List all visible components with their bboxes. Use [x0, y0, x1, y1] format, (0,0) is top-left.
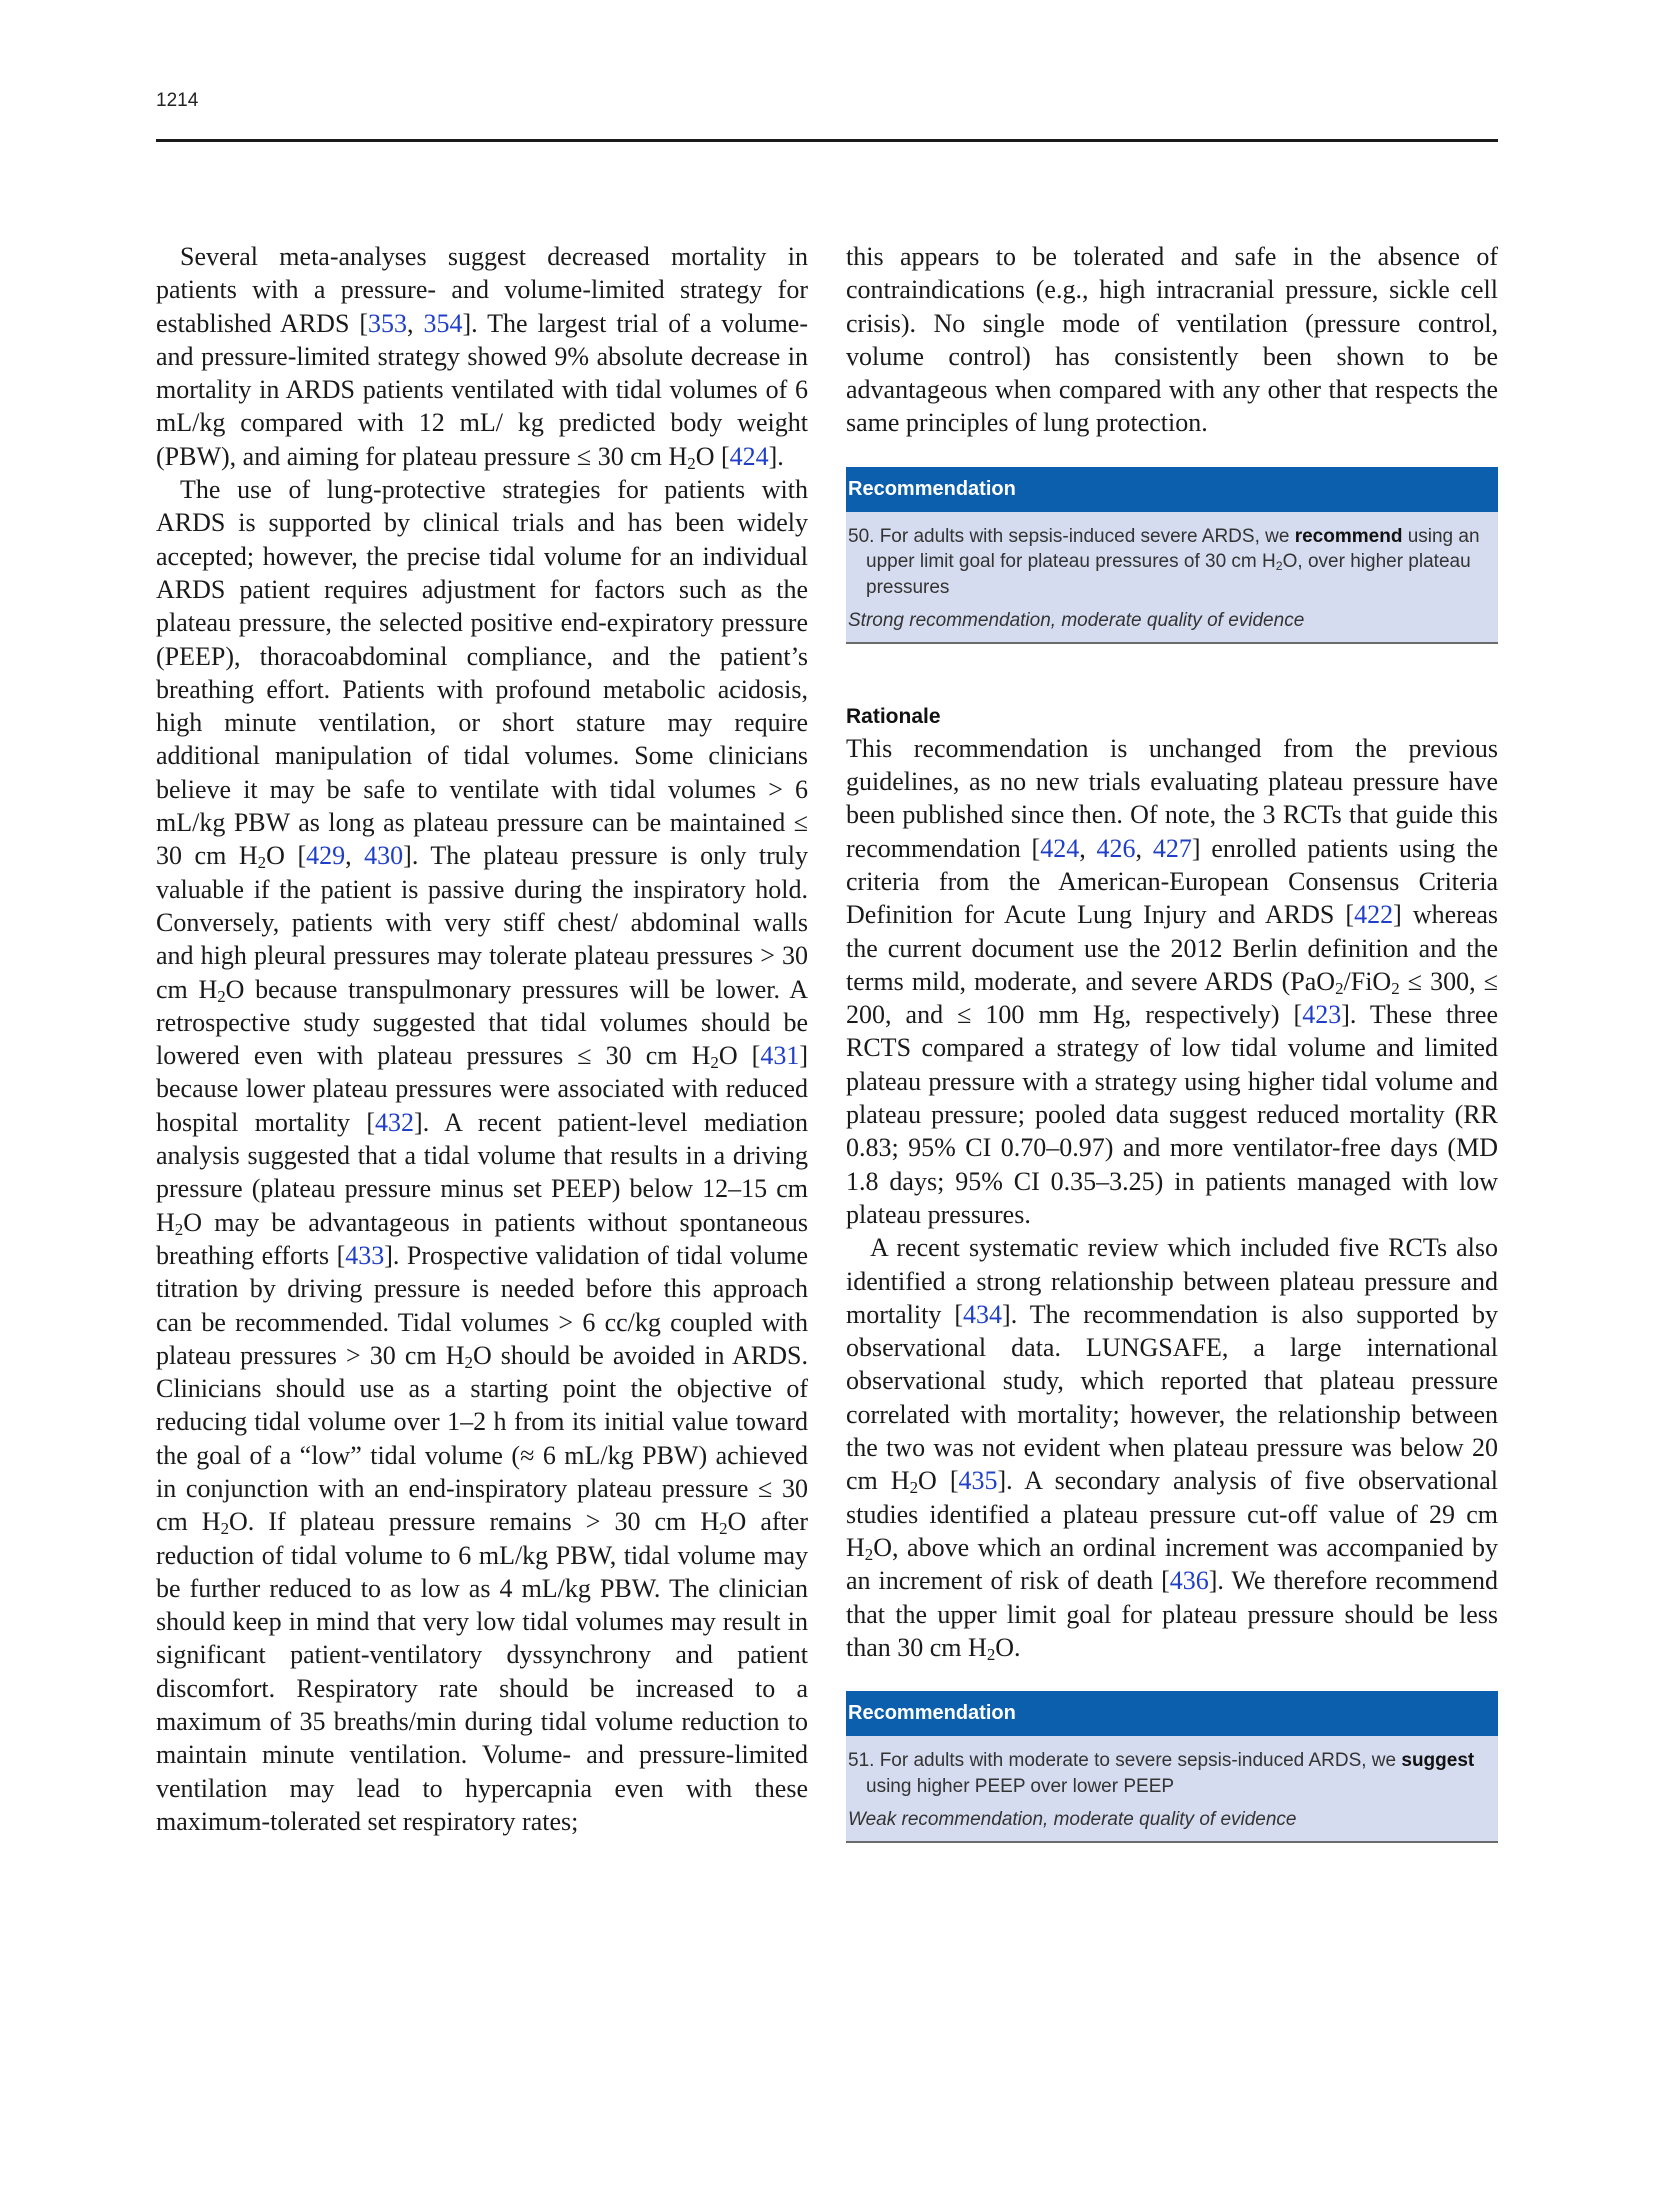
text: O [ — [695, 441, 730, 471]
text: ]. The plateau pressure is only truly valuable if the patient is passive during the inspiratory hold. Conversely, patients with very stiff chest/ abdominal walls and high pleural pressures may tolerate plateau pressures > 30 cm H — [156, 841, 809, 1004]
text: ]. Prospective validation of tidal volume titration by driving pressure is needed before this approach can be recommended. Tidal volumes > 6 cc/kg coupled with plateau pressures > 30 cm H — [156, 1240, 809, 1370]
recommendation-box-50 — [846, 467, 1498, 644]
text: , — [345, 841, 365, 871]
text: This recommendation is unchanged from the previous guidelines, as no new trials evaluating plateau pressure have been published since then. Of note, the 3 RCTs that guide this recommendation [ — [846, 733, 1498, 863]
subscript: 2 — [257, 853, 267, 873]
citation-link[interactable]: 429 — [306, 841, 346, 871]
recommendation-strength: recommend — [1294, 525, 1403, 547]
text: O [ — [918, 1466, 959, 1496]
citation-link[interactable]: 434 — [963, 1299, 1003, 1329]
text: , — [1135, 833, 1153, 863]
text: Several meta-analyses suggest decreased mortality in patients with a pressure- and volume-limited strategy for established ARDS [ — [156, 242, 808, 338]
citation-link[interactable]: 430 — [364, 841, 404, 871]
citation-link[interactable]: 431 — [760, 1041, 800, 1071]
recommendation-header: Recommendation — [846, 1691, 1498, 1736]
subscript: 2 — [174, 1219, 184, 1239]
text: O should be avoided in ARDS. Clinicians should use as a starting point the objective of reducing tidal volume over 1–2 h from its initial value toward the goal of a “low” tidal volume (≈ 6 mL/kg PBW) achieved in conjunction with an end-inspiratory plateau pressure ≤ 30 cm H — [156, 1340, 808, 1537]
recommendation-strength: suggest — [1401, 1750, 1475, 1772]
citation-link[interactable]: 422 — [1354, 900, 1394, 930]
subscript: 2 — [1391, 979, 1400, 999]
right-column — [846, 240, 1498, 1843]
text: ]. A secondary analysis of five observational studies identified a plateau pressure cut-off value of 29 cm H — [846, 1466, 1499, 1562]
text: using an upper limit goal for plateau pressures of 30 cm H — [866, 525, 1480, 573]
text: ] whereas the current document use the 2012 Berlin definition and the terms mild, moderate, and severe ARDS (PaO — [846, 900, 1498, 996]
citation-link[interactable]: 424 — [1040, 833, 1080, 863]
text: O, over higher plateau pressures — [866, 551, 1471, 598]
subscript: 2 — [909, 1478, 919, 1498]
subscript: 2 — [710, 1053, 719, 1073]
subscript: 2 — [986, 1645, 996, 1665]
citation-link[interactable]: 427 — [1152, 833, 1192, 863]
citation-link[interactable]: 423 — [1302, 1000, 1342, 1030]
text: 51. For adults with moderate to severe sepsis-induced ARDS, we — [848, 1750, 1402, 1772]
citation-link[interactable]: 353 — [368, 308, 408, 338]
page-number: 1214 — [156, 90, 199, 111]
text: ] because lower plateau pressures were associated with reduced hospital mortality [ — [156, 1041, 809, 1137]
citation-link[interactable]: 424 — [729, 441, 769, 471]
text: ]. The recommendation is also supported by observational data. LUNGSAFE, a large international observational study, which reported that plateau pressure correlated with mortality; however, the relationship between the two was not evident when plateau pressure was below 20 cm H — [846, 1299, 1498, 1496]
text: O [ — [266, 841, 307, 871]
text: O may be advantageous in patients without spontaneous breathing efforts [ — [156, 1207, 808, 1270]
text: The use of lung-protective strategies for patients with ARDS is supported by clinical trials and has been widely accepted; however, the precise tidal volume for an individual ARDS patient requires adjustment for factors such as the plateau pressure, the selected positive end-expiratory pressure (PEEP), thoracoabdominal compliance, and the patient’s breathing effort. Patients with profound metabolic acidosis, high minute ventilation, or short stature may require additional manipulation of tidal volumes. Some clinicians believe it may be safe to ventilate with tidal volumes > 6 mL/kg PBW as long as plateau pressure can be maintained ≤ 30 cm H — [156, 475, 808, 871]
evidence-quality: Weak recommendation, moderate quality of evidence — [848, 1809, 1297, 1831]
citation-link[interactable]: 435 — [958, 1466, 998, 1496]
text: ]. A recent patient-level mediation analysis suggested that a tidal volume that results in a driving pressure (plateau pressure minus set PEEP) below 12–15 cm H — [156, 1107, 808, 1237]
recommendation-text — [848, 1748, 1484, 1799]
section-heading: Rationale — [846, 704, 941, 728]
recommendation-box-51 — [846, 1691, 1498, 1843]
paragraph: this appears to be tolerated and safe in the absence of contraindications (e.g., high intracranial pressure, sickle cell crisis). No single mode of ventilation (pressure control, volume control) has consistently been shown to be advantageous when compared with any other that respects the same principles of lung protection. — [846, 242, 1498, 438]
subscript: 2 — [864, 1545, 874, 1565]
subscript: 2 — [220, 1519, 230, 1539]
evidence-quality: Strong recommendation, moderate quality of evidence — [848, 610, 1305, 632]
text: ]. These three RCTS compared a strategy of low tidal volume and limited plateau pressure with a strategy using higher tidal volume and plateau pressure; pooled data suggest reduced mortality (RR 0.83; 95% CI 0.70–0.97) and more ventilator-free days (MD 1.8 days; 95% CI 0.35–3.25) in patients managed with low plateau pressures. — [846, 1000, 1498, 1229]
citation-link[interactable]: 354 — [423, 308, 463, 338]
text: using higher PEEP over lower PEEP — [866, 1775, 1175, 1797]
paragraph — [846, 1231, 1498, 1664]
text: ]. We therefore recommend that the upper limit goal for plateau pressure should be less than 30 cm H — [846, 1566, 1498, 1662]
text: ] enrolled patients using the criteria from the American-European Consensus Criteria Definition for Acute Lung Injury and ARDS [ — [846, 833, 1498, 930]
text: O. — [995, 1632, 1021, 1662]
text: A recent systematic review which included five RCTs also identified a strong relationship between plateau pressure and mortality [ — [846, 1233, 1498, 1329]
subscript: 2 — [464, 1353, 473, 1373]
subscript: 2 — [719, 1519, 728, 1539]
paragraph — [156, 240, 808, 473]
text: , — [1079, 833, 1097, 863]
left-column — [156, 240, 808, 1838]
text: O because transpulmonary pressures will be lower. A retrospective study suggested that tidal volumes should be lowered even with plateau pressures ≤ 30 cm H — [156, 974, 808, 1071]
recommendation-text — [848, 524, 1484, 601]
subscript: 2 — [1335, 979, 1344, 999]
recommendation-body — [846, 1736, 1498, 1841]
text: /FiO — [1343, 966, 1392, 996]
subscript: 2 — [687, 454, 696, 473]
subscript: 2 — [1275, 559, 1283, 574]
text: O, above which an ordinal increment was accompanied by an increment of risk of death [ — [846, 1532, 1498, 1596]
text: O. If plateau pressure remains > 30 cm H — [229, 1507, 720, 1537]
text: 50. For adults with sepsis-induced severe ARDS, we — [848, 525, 1295, 547]
citation-link[interactable]: 436 — [1169, 1566, 1209, 1596]
paragraph — [156, 473, 808, 1838]
citation-link[interactable]: 433 — [345, 1240, 385, 1270]
recommendation-header: Recommendation — [846, 467, 1498, 512]
citation-link[interactable]: 426 — [1096, 833, 1136, 863]
header-rule — [156, 139, 1498, 142]
text: ]. — [768, 441, 784, 471]
subscript: 2 — [217, 986, 226, 1006]
text: O [ — [718, 1041, 761, 1071]
text: O after reduction of tidal volume to 6 mL/kg PBW, tidal volume may be further reduced to as low as 4 mL/kg PBW. The clinician should keep in mind that very low tidal volumes may result in significant patient-ventilatory dyssynchrony and patient discomfort. Respiratory rate should be increased to a maximum of 35 breaths/min during tidal volume reduction to maintain minute ventilation. Volume- and pressure-limited ventilation may lead to hypercapnia even with these maximum-tolerated set respiratory rates; — [156, 1507, 808, 1836]
text: ≤ 300, ≤ 200, and ≤ 100 mm Hg, respectively) [ — [846, 966, 1498, 1030]
text: ]. The largest trial of a volume- and pressure-limited strategy showed 9% absolute decrease in mortality in ARDS patients ventilated with tidal volumes of 6 mL/kg compared with 12 mL/ kg predicted body weight (PBW), and aiming for plateau pressure ≤ 30 cm H — [156, 308, 808, 471]
recommendation-body — [846, 512, 1498, 642]
paragraph — [846, 732, 1498, 1231]
citation-link[interactable]: 432 — [375, 1107, 415, 1137]
text: , — [407, 308, 424, 338]
